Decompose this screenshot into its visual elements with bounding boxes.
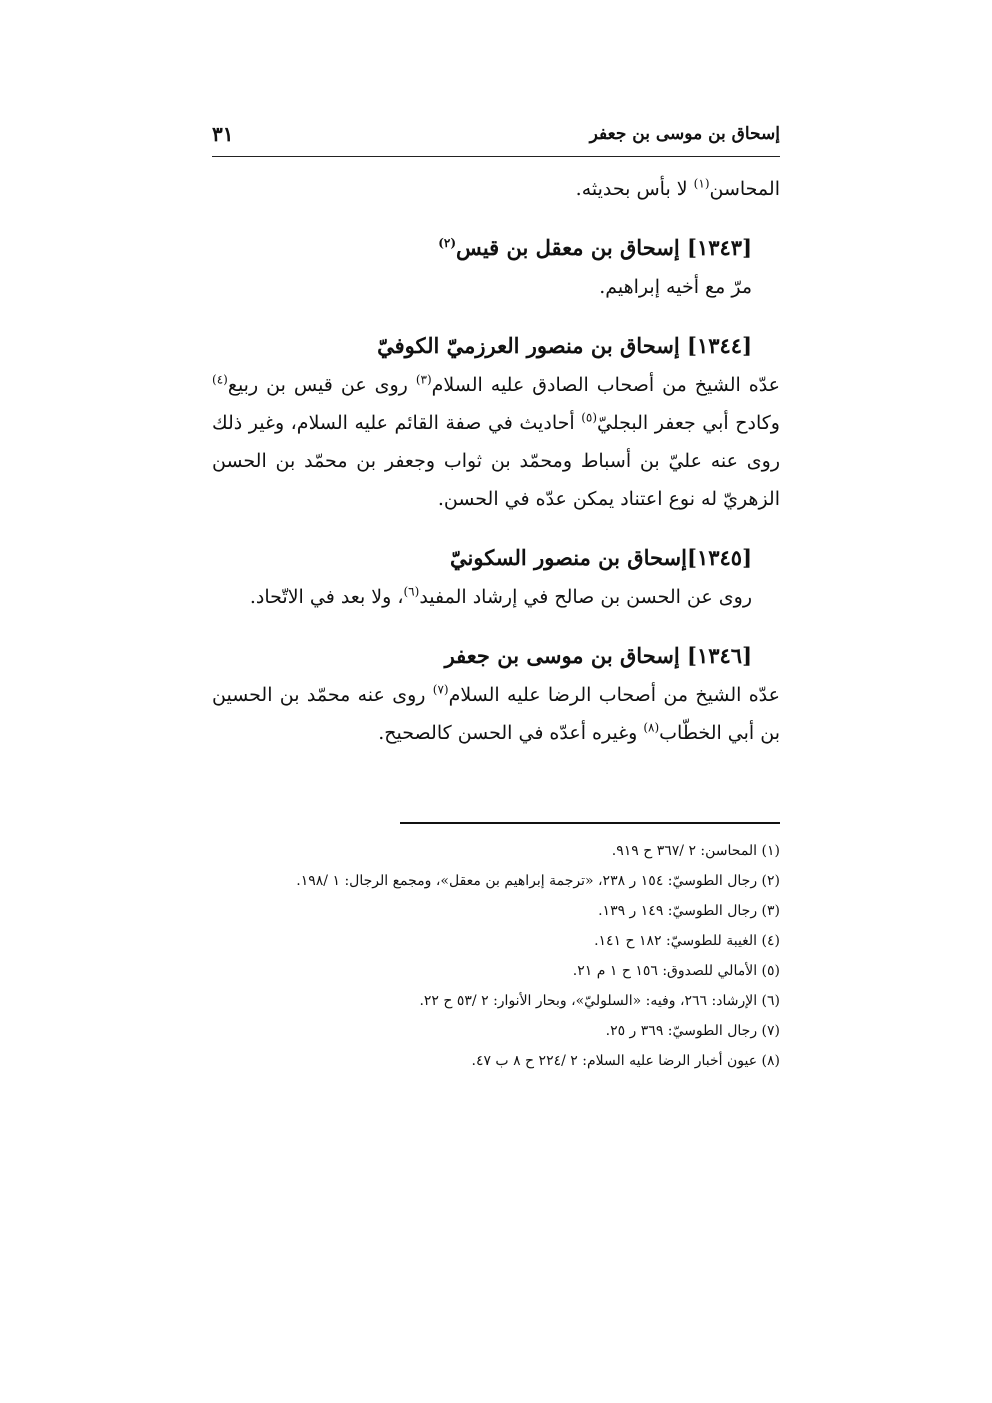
entry-heading-text: [١٣٤٣] إسحاق بن معقل بن قيس [456, 235, 752, 260]
footnote: (٧) رجال الطوسيّ: ٣٦٩ ر ٢٥. [605, 1023, 780, 1039]
footnote: (١) المحاسن: ٢ /٣٦٧ ح ٩١٩. [611, 843, 780, 859]
footnote-ref: (٤) [212, 372, 228, 387]
intro-paragraph [212, 170, 780, 208]
footnote-ref: (٨) [643, 720, 660, 735]
footnote-ref: (٧) [432, 682, 449, 697]
footnote-ref: (٢) [438, 236, 457, 250]
page-number: ٣١ [212, 122, 234, 146]
entry-body-text: عدّه الشيخ من أصحاب الرضا عليه السلام [448, 684, 780, 706]
footnote: (٦) الإرشاد: ٢٦٦، وفيه: «السلوليّ»، وبحار الأنوار: ٢ /٥٣ ح ٢٢. [419, 993, 780, 1009]
entry-body-text: وكادح أبي جعفر البجليّ [597, 412, 780, 434]
main-text [212, 170, 780, 752]
footnote-ref: (٥) [581, 410, 598, 425]
entry-body-text: روى عنه محمّد بن الحسين بن أبي الخطّاب [212, 684, 780, 744]
entry-body-text: روى عن الحسن بن صالح في إرشاد المفيد [419, 586, 752, 608]
intro-tail: لا بأس بحديثه. [575, 178, 694, 200]
running-head [212, 120, 780, 157]
footnote-divider [400, 822, 780, 824]
entries-list [212, 228, 780, 752]
entry-body [212, 578, 780, 616]
running-title: إسحاق بن موسى بن جعفر [589, 124, 780, 144]
entry [212, 538, 780, 616]
entry-heading [212, 636, 780, 676]
footnote: (٥) الأمالي للصدوق: ١٥٦ ح ١ م ٢١. [572, 963, 780, 979]
entry-heading-text: [١٣٤٦] إسحاق بن موسى بن جعفر [444, 643, 752, 668]
footnote: (٤) الغيبة للطوسيّ: ١٨٢ ح ١٤١. [594, 933, 780, 949]
entry-body [212, 366, 780, 518]
entry [212, 636, 780, 752]
entry-heading [212, 538, 780, 578]
entry-heading [212, 326, 780, 366]
entry-body [212, 268, 780, 306]
entry-heading [212, 228, 780, 268]
entry-heading-text: [١٣٤٥]إسحاق بن منصور السكونيّ [450, 545, 752, 570]
footnote-ref: (٣) [415, 372, 432, 387]
entry [212, 326, 780, 518]
footnotes [212, 836, 780, 1076]
entry-body-text: روى عن قيس بن ربيع [227, 374, 416, 396]
entry-body [212, 676, 780, 752]
entry-body-text: أحاديث في صفة القائم عليه السلام، وغير ذلك روى عنه عليّ بن أسباط ومحمّد بن ثواب وجعفر بن محمّد بن الحسن الزهريّ له نوع اعتناد يمكن عدّه في الحسن. [212, 412, 780, 510]
entry-body-text: عدّه الشيخ من أصحاب الصادق عليه السلام [431, 374, 781, 396]
footnote-ref: (٦) [403, 584, 420, 599]
footnote: (٨) عيون أخبار الرضا عليه السلام: ٢ /٢٢٤ ح ٨ ب ٤٧. [471, 1053, 780, 1069]
footnote: (٣) رجال الطوسيّ: ١٤٩ ر ١٣٩. [598, 903, 780, 919]
footnote-ref: (١) [693, 176, 710, 191]
entry [212, 228, 780, 306]
intro-text: المحاسن [709, 178, 780, 200]
entry-body-text: وغيره أعدّه في الحسن كالصحيح. [378, 722, 644, 744]
footnote: (٢) رجال الطوسيّ: ١٥٤ ر ٢٣٨، «ترجمة إبراهيم بن معقل»، ومجمع الرجال: ١ /١٩٨. [296, 873, 780, 889]
entry-heading-text: [١٣٤٤] إسحاق بن منصور العرزميّ الكوفيّ [377, 333, 752, 358]
entry-body-text: مرّ مع أخيه إبراهيم. [599, 276, 752, 298]
entry-body-text: ، ولا بعد في الاتّحاد. [249, 586, 404, 608]
